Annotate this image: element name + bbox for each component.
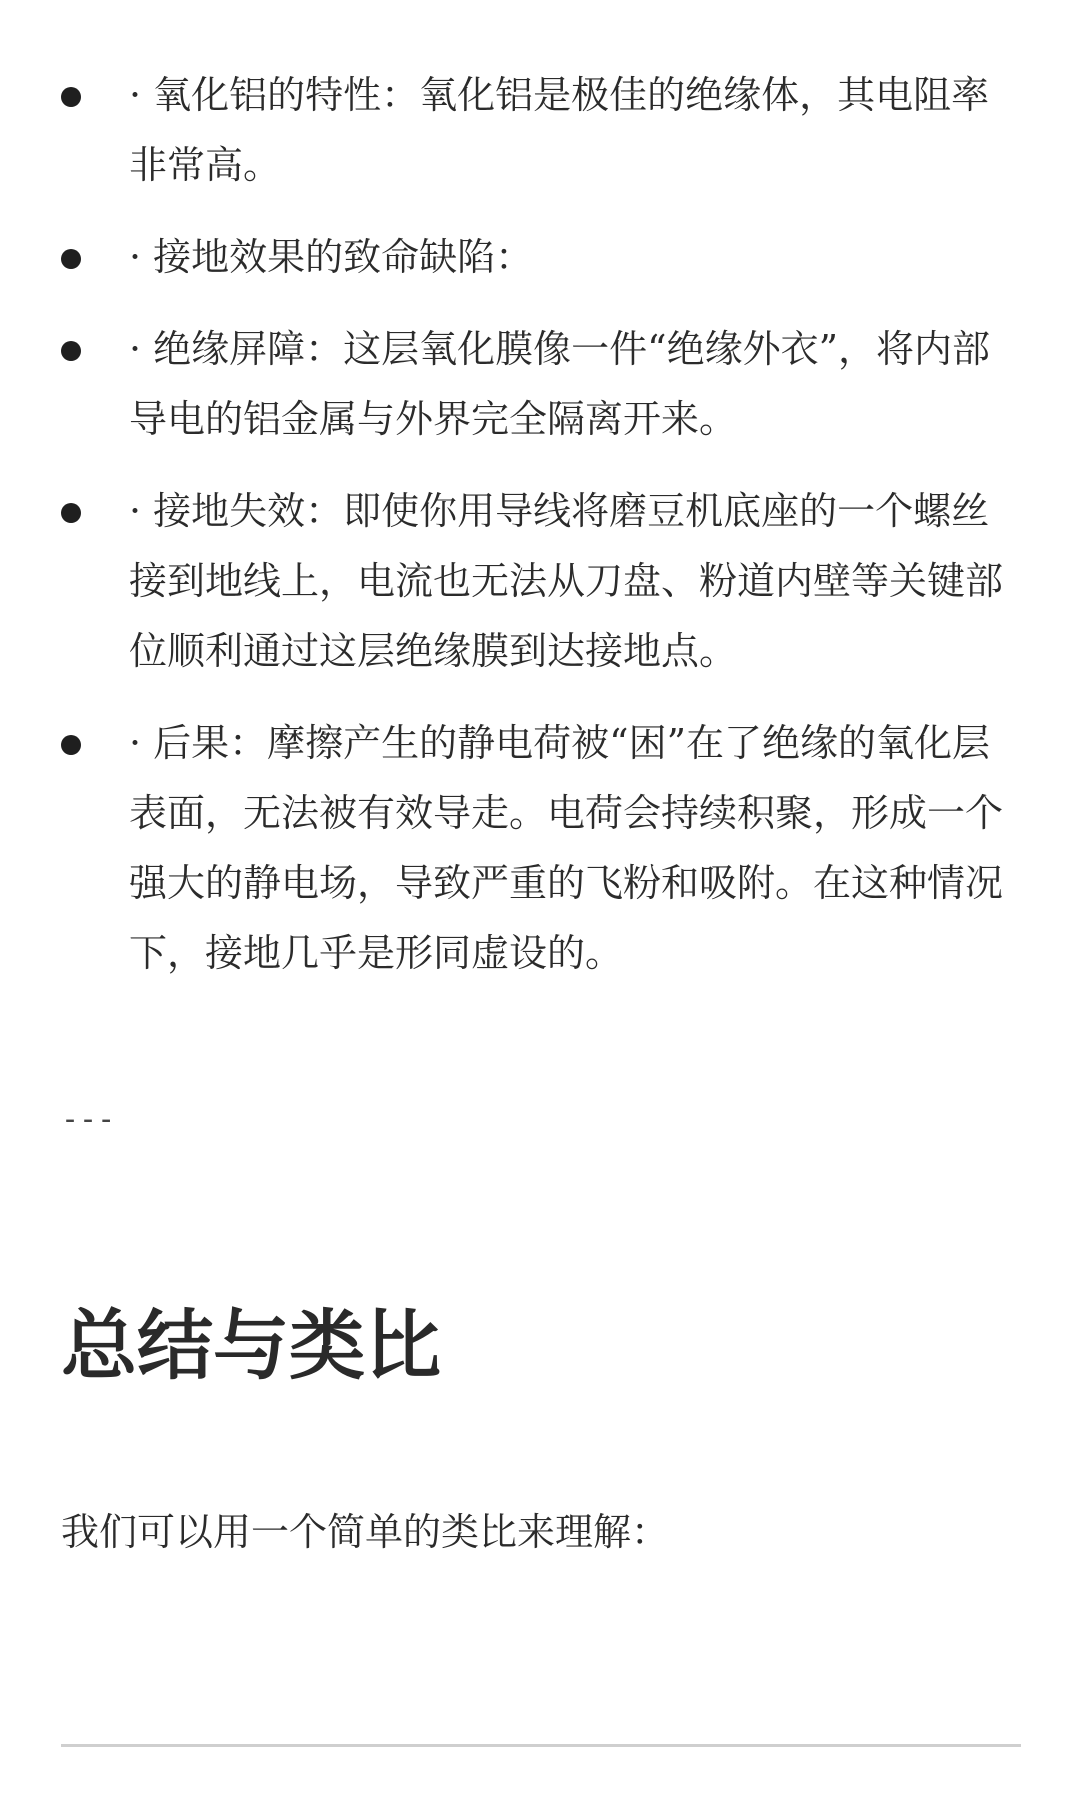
section-heading: 总结与类比: [61, 1301, 441, 1390]
list-item: [61, 708, 1021, 988]
markdown-separator: ---: [61, 1102, 116, 1137]
list-item: [61, 314, 1021, 454]
bullet-icon: [61, 249, 81, 269]
list-item-text: · 接地效果的致命缺陷：: [129, 235, 534, 279]
list-item-text: · 绝缘屏障：这层氧化膜像一件“绝缘外衣”，将内部导电的铝金属与外界完全隔离开来。: [129, 327, 991, 441]
list-item: [61, 222, 1021, 292]
list-item: [61, 60, 1021, 200]
horizontal-divider: [61, 1744, 1021, 1747]
list-item-text: · 接地失效：即使你用导线将磨豆机底座的一个螺丝接到地线上，电流也无法从刀盘、粉道内壁等关键部位顺利通过这层绝缘膜到达接地点。: [129, 489, 1004, 673]
list-item-text: · 氧化铝的特性：氧化铝是极佳的绝缘体，其电阻率非常高。: [129, 73, 990, 187]
list-item-text: · 后果：摩擦产生的静电荷被“困”在了绝缘的氧化层表面，无法被有效导走。电荷会持续积聚，形成一个强大的静电场，导致严重的飞粉和吸附。在这种情况下，接地几乎是形同虚设的。: [129, 721, 1004, 975]
bullet-icon: [61, 87, 81, 107]
document-body: [61, 60, 1021, 1010]
list-item: [61, 476, 1021, 686]
bullet-icon: [61, 341, 81, 361]
bullet-icon: [61, 735, 81, 755]
section-intro: 我们可以用一个简单的类比来理解：: [61, 1510, 670, 1554]
bullet-list: [61, 60, 1021, 988]
bullet-icon: [61, 503, 81, 523]
